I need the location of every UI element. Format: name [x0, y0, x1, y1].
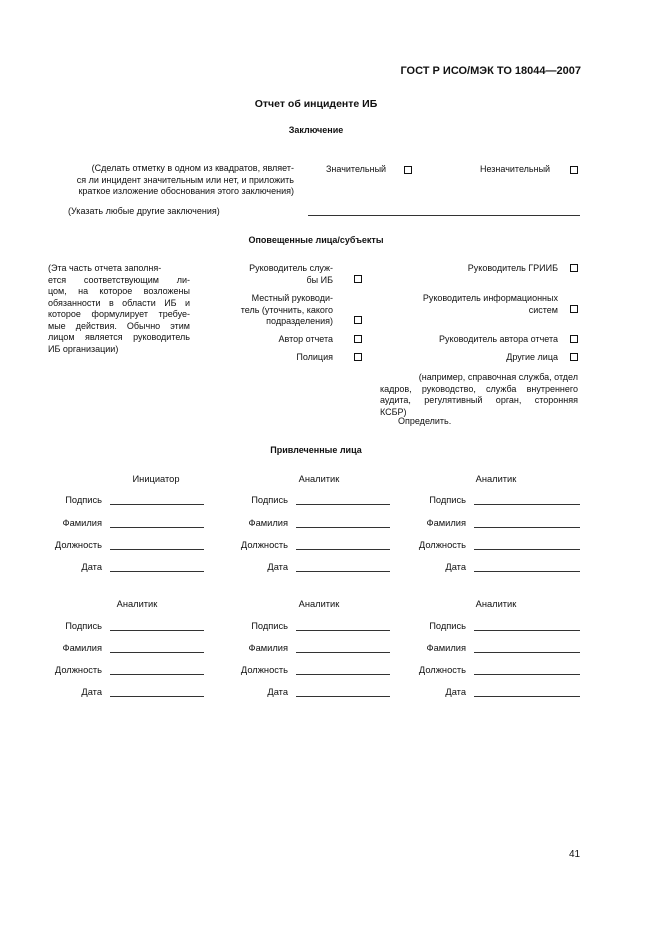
role-analyst: Аналитик [475, 599, 517, 609]
label-line: Руководитель служ- [249, 263, 333, 273]
role-analyst: Аналитик [116, 599, 158, 609]
label-line: подразделения) [266, 316, 333, 326]
signature-label: Подпись [65, 495, 102, 505]
signature-label: Подпись [429, 495, 466, 505]
date-line[interactable] [474, 571, 580, 572]
position-label: Должность [54, 665, 102, 675]
role-analyst: Аналитик [298, 474, 340, 484]
position-label: Должность [240, 540, 288, 550]
signature-line[interactable] [474, 630, 580, 631]
insignificant-label: Незначительный [480, 164, 551, 174]
date-line[interactable] [296, 571, 390, 572]
surname-label: Фамилия [248, 518, 288, 528]
position-line[interactable] [296, 549, 390, 550]
label-line: тель (уточнить, какого [240, 304, 333, 315]
date-label: Дата [267, 562, 288, 572]
surname-line[interactable] [110, 652, 204, 653]
position-line[interactable] [296, 674, 390, 675]
label-line: бы ИБ [306, 274, 333, 285]
signature-label: Подпись [251, 621, 288, 631]
security-head-checkbox[interactable] [354, 275, 362, 283]
security-head-label [210, 263, 333, 286]
surname-label: Фамилия [426, 518, 466, 528]
signature-line[interactable] [296, 504, 390, 505]
notified-instruction [48, 263, 190, 355]
document-standard-code: ГОСТ Р ИСО/МЭК ТО 18044—2007 [400, 65, 581, 77]
position-label: Должность [418, 665, 466, 675]
role-initiator: Инициатор [132, 474, 180, 484]
instruction-line: ИБ организации) [48, 343, 119, 354]
position-label: Должность [240, 665, 288, 675]
instruction-line: лицом является руководитель [48, 332, 190, 342]
surname-line[interactable] [296, 527, 390, 528]
irt-head-checkbox[interactable] [570, 264, 578, 272]
report-title: Отчет об инциденте ИБ [254, 98, 378, 110]
signature-line[interactable] [474, 504, 580, 505]
role-analyst: Аналитик [298, 599, 340, 609]
instruction-line: (Эта часть отчета заполня- [48, 263, 162, 273]
other-conclusions-line[interactable] [308, 215, 580, 216]
instruction-line: которое формулирует требуе- [48, 309, 190, 319]
irt-head-label: Руководитель ГРИИБ [467, 263, 558, 273]
date-label: Дата [81, 562, 102, 572]
date-line[interactable] [474, 696, 580, 697]
notified-heading: Оповещенные лица/субъекты [248, 235, 384, 245]
author-head-label: Руководитель автора отчета [439, 334, 558, 344]
date-label: Дата [445, 562, 466, 572]
position-label: Должность [418, 540, 466, 550]
role-analyst: Аналитик [475, 474, 517, 484]
others-label: Другие лица [506, 352, 558, 362]
note-line: кадров, руководство, служба внутреннего [380, 383, 578, 394]
significant-checkbox[interactable] [404, 166, 412, 174]
surname-label: Фамилия [426, 643, 466, 653]
significant-label: Значительный [326, 164, 387, 174]
surname-label: Фамилия [62, 518, 102, 528]
signature-label: Подпись [429, 621, 466, 631]
position-line[interactable] [110, 674, 204, 675]
instruction-line: краткое изложение обоснования этого заключения) [78, 186, 294, 196]
position-label: Должность [54, 540, 102, 550]
signature-label: Подпись [251, 495, 288, 505]
instruction-line: (Сделать отметку в одном из квадратов, являет- [91, 163, 294, 173]
instruction-line: обязанности в области ИБ и [48, 297, 190, 308]
others-checkbox[interactable] [570, 353, 578, 361]
police-checkbox[interactable] [354, 353, 362, 361]
date-line[interactable] [296, 696, 390, 697]
instruction-line: цом, на которое возложены [48, 286, 190, 296]
position-line[interactable] [110, 549, 204, 550]
involved-heading: Привлеченные лица [270, 445, 362, 455]
conclusion-heading: Заключение [288, 125, 344, 135]
instruction-line: ся ли инцидент значительным или нет, и приложить [76, 174, 294, 185]
specify-label: Определить. [398, 416, 452, 426]
date-line[interactable] [110, 696, 204, 697]
note-line: КСБР) [380, 406, 407, 417]
date-label: Дата [267, 687, 288, 697]
instruction-line: мые действия. Обычно этим [48, 320, 190, 331]
is-head-checkbox[interactable] [570, 305, 578, 313]
local-head-label [200, 293, 333, 328]
author-head-checkbox[interactable] [570, 335, 578, 343]
position-line[interactable] [474, 674, 580, 675]
insignificant-checkbox[interactable] [570, 166, 578, 174]
page-number: 41 [569, 849, 581, 860]
other-conclusions-label: (Указать любые другие заключения) [68, 206, 220, 216]
signature-label: Подпись [65, 621, 102, 631]
signature-line[interactable] [110, 630, 204, 631]
date-label: Дата [81, 687, 102, 697]
surname-line[interactable] [474, 652, 580, 653]
surname-line[interactable] [296, 652, 390, 653]
date-label: Дата [445, 687, 466, 697]
note-line: аудита, регулятивный орган, сторонняя [380, 395, 578, 405]
label-line: систем [528, 304, 558, 315]
signature-line[interactable] [296, 630, 390, 631]
report-author-checkbox[interactable] [354, 335, 362, 343]
surname-line[interactable] [110, 527, 204, 528]
signature-line[interactable] [110, 504, 204, 505]
is-head-label [390, 293, 558, 316]
local-head-checkbox[interactable] [354, 316, 362, 324]
position-line[interactable] [474, 549, 580, 550]
instruction-line: ется соответствующим ли- [48, 274, 190, 285]
date-line[interactable] [110, 571, 204, 572]
police-label: Полиция [296, 352, 333, 362]
label-line: Руководитель информационных [422, 293, 558, 303]
report-author-label: Автор отчета [278, 334, 333, 344]
note-line: (например, справочная служба, отдел [418, 372, 578, 382]
others-note [380, 372, 578, 418]
surname-line[interactable] [474, 527, 580, 528]
conclusion-instruction [40, 163, 294, 198]
surname-label: Фамилия [62, 643, 102, 653]
label-line: Местный руководи- [251, 293, 333, 303]
surname-label: Фамилия [248, 643, 288, 653]
